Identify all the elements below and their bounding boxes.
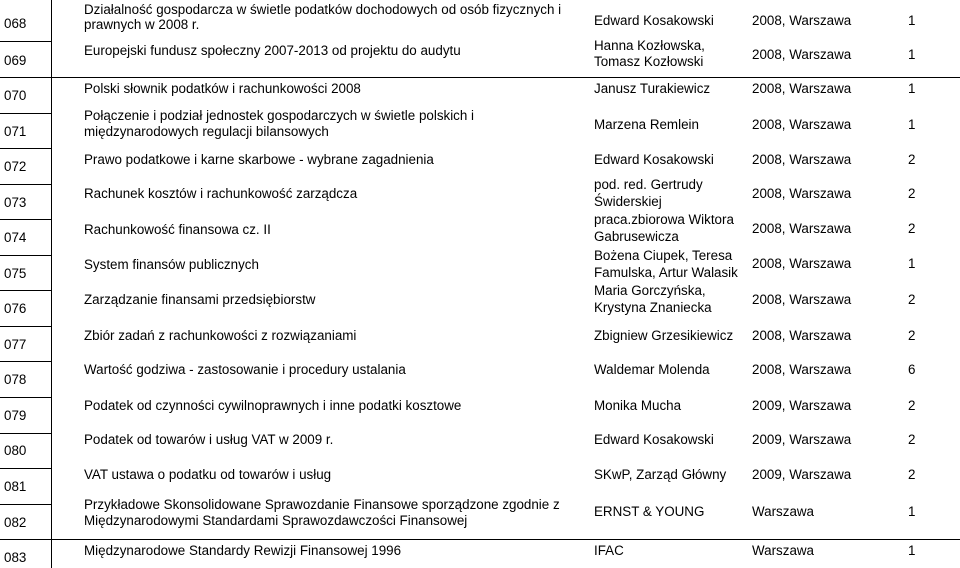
- book-title-line: Polski słownik podatków i rachunkowości 2008: [84, 81, 361, 96]
- book-author-line: Maria Gorczyńska,: [594, 283, 706, 298]
- grid-line: [0, 326, 51, 327]
- book-title-line: Rachunek kosztów i rachunkowość zarządcza: [84, 186, 358, 201]
- copy-count: 6: [908, 362, 916, 377]
- row-number: 082: [4, 515, 27, 530]
- book-title-line: Prawo podatkowe i karne skarbowe - wybrane zagadnienia: [84, 152, 434, 167]
- book-title-line: międzynarodowych regulacji bilansowych: [84, 124, 329, 139]
- publication-year-place: 2009, Warszawa: [752, 467, 852, 482]
- copy-count: 2: [908, 328, 916, 343]
- book-title-line: Podatek od czynności cywilnoprawnych i inne podatki kosztowe: [84, 398, 462, 413]
- book-title-line: Zbiór zadań z rachunkowości z rozwiązaniami: [84, 328, 357, 343]
- publication-year-place: 2008, Warszawa: [752, 256, 852, 271]
- copy-count: 1: [908, 256, 916, 271]
- book-title-line: Połączenie i podział jednostek gospodarczych w świetle polskich i: [84, 108, 475, 123]
- copy-count: 1: [908, 117, 916, 132]
- book-author: Edward Kosakowski: [594, 13, 714, 28]
- book-author: IFAC: [594, 543, 624, 558]
- row-number: 083: [4, 550, 27, 565]
- book-title-line: Rachunkowość finansowa cz. II: [84, 222, 271, 237]
- book-author-line: Krystyna Znaniecka: [594, 300, 712, 315]
- row-number: 070: [4, 88, 27, 103]
- publication-year-place: 2009, Warszawa: [752, 398, 852, 413]
- copy-count: 1: [908, 504, 916, 519]
- grid-line: [0, 539, 51, 540]
- row-number: 071: [4, 124, 27, 139]
- book-author: Monika Mucha: [594, 398, 682, 413]
- book-title-line: Działalność gospodarcza w świetle podatków dochodowych od osób fizycznych i: [84, 2, 562, 17]
- book-title-line: Europejski fundusz społeczny 2007-2013 od projektu do audytu: [84, 43, 461, 58]
- copy-count: 2: [908, 152, 916, 167]
- publication-year-place: 2008, Warszawa: [752, 328, 852, 343]
- book-title-line: VAT ustawa o podatku od towarów i usług: [84, 467, 332, 482]
- grid-line: [0, 433, 51, 434]
- grid-line: [0, 113, 51, 114]
- publication-year-place: 2008, Warszawa: [752, 47, 852, 62]
- row-number: 074: [4, 230, 27, 245]
- book-title-line: Przykładowe Skonsolidowane Sprawozdanie Finansowe sporządzone zgodnie z: [84, 497, 560, 512]
- grid-line: [0, 468, 51, 469]
- grid-line: [0, 148, 51, 149]
- book-title-line: prawnych w 2008 r.: [84, 17, 200, 32]
- publication-year-place: 2008, Warszawa: [752, 186, 852, 201]
- copy-count: 2: [908, 221, 916, 236]
- book-author: SKwP, Zarząd Główny: [594, 467, 727, 482]
- book-author-line: Tomasz Kozłowski: [594, 54, 704, 69]
- book-author: Edward Kosakowski: [594, 152, 714, 167]
- publication-year-place: Warszawa: [752, 504, 815, 519]
- copy-count: 2: [908, 467, 916, 482]
- publication-year-place: 2009, Warszawa: [752, 432, 852, 447]
- book-author: Marzena Remlein: [594, 117, 699, 132]
- grid-line: [0, 77, 51, 78]
- book-author-line: Świderskiej: [594, 194, 662, 209]
- publication-year-place: 2008, Warszawa: [752, 81, 852, 96]
- book-title-line: Wartość godziwa - zastosowanie i procedury ustalania: [84, 362, 406, 377]
- row-number: 081: [4, 479, 27, 494]
- row-number: 068: [4, 16, 27, 31]
- grid-line: [0, 41, 51, 42]
- book-author-line: Hanna Kozłowska,: [594, 38, 705, 53]
- row-number: 075: [4, 266, 27, 281]
- copy-count: 1: [908, 13, 916, 28]
- row-number: 076: [4, 301, 27, 316]
- book-author-line: Famulska, Artur Walasik: [594, 265, 738, 280]
- row-number: 080: [4, 443, 27, 458]
- book-author-line: Gabrusewicza: [594, 229, 679, 244]
- row-number: 072: [4, 159, 27, 174]
- grid-line: [51, 539, 960, 540]
- publication-year-place: 2008, Warszawa: [752, 13, 852, 28]
- book-title-line: System finansów publicznych: [84, 257, 259, 272]
- grid-line: [0, 219, 51, 220]
- copy-count: 2: [908, 186, 916, 201]
- book-author: Zbigniew Grzesikiewicz: [594, 328, 734, 343]
- grid-line: [0, 290, 51, 291]
- copy-count: 1: [908, 81, 916, 96]
- copy-count: 2: [908, 432, 916, 447]
- publication-year-place: 2008, Warszawa: [752, 117, 852, 132]
- publication-year-place: Warszawa: [752, 543, 815, 558]
- book-title-line: Zarządzanie finansami przedsiębiorstw: [84, 292, 316, 307]
- row-number: 077: [4, 337, 27, 352]
- book-title-line: Międzynarodowymi Standardami Sprawozdawczości Finansowej: [84, 513, 468, 528]
- publication-year-place: 2008, Warszawa: [752, 152, 852, 167]
- copy-count: 1: [908, 543, 916, 558]
- book-author: Waldemar Molenda: [594, 362, 710, 377]
- grid-line: [0, 184, 51, 185]
- book-author-line: Bożena Ciupek, Teresa: [594, 248, 733, 263]
- copy-count: 2: [908, 398, 916, 413]
- book-author-line: praca.zbiorowa Wiktora: [594, 212, 734, 227]
- publication-year-place: 2008, Warszawa: [752, 221, 852, 236]
- grid-line: [0, 361, 51, 362]
- book-author-line: pod. red. Gertrudy: [594, 177, 703, 192]
- grid-line: [0, 255, 51, 256]
- book-author: Edward Kosakowski: [594, 432, 714, 447]
- book-author: ERNST & YOUNG: [594, 504, 705, 519]
- book-title-line: Podatek od towarów i usług VAT w 2009 r.: [84, 432, 334, 447]
- publication-year-place: 2008, Warszawa: [752, 292, 852, 307]
- row-number: 078: [4, 372, 27, 387]
- grid-line: [0, 504, 51, 505]
- row-number: 069: [4, 53, 27, 68]
- copy-count: 1: [908, 47, 916, 62]
- publication-year-place: 2008, Warszawa: [752, 362, 852, 377]
- copy-count: 2: [908, 292, 916, 307]
- row-number: 079: [4, 408, 27, 423]
- grid-line: [0, 397, 51, 398]
- row-number: 073: [4, 195, 27, 210]
- book-author: Janusz Turakiewicz: [594, 81, 711, 96]
- grid-line: [51, 77, 960, 78]
- book-title-line: Międzynarodowe Standardy Rewizji Finansowej 1996: [84, 543, 402, 558]
